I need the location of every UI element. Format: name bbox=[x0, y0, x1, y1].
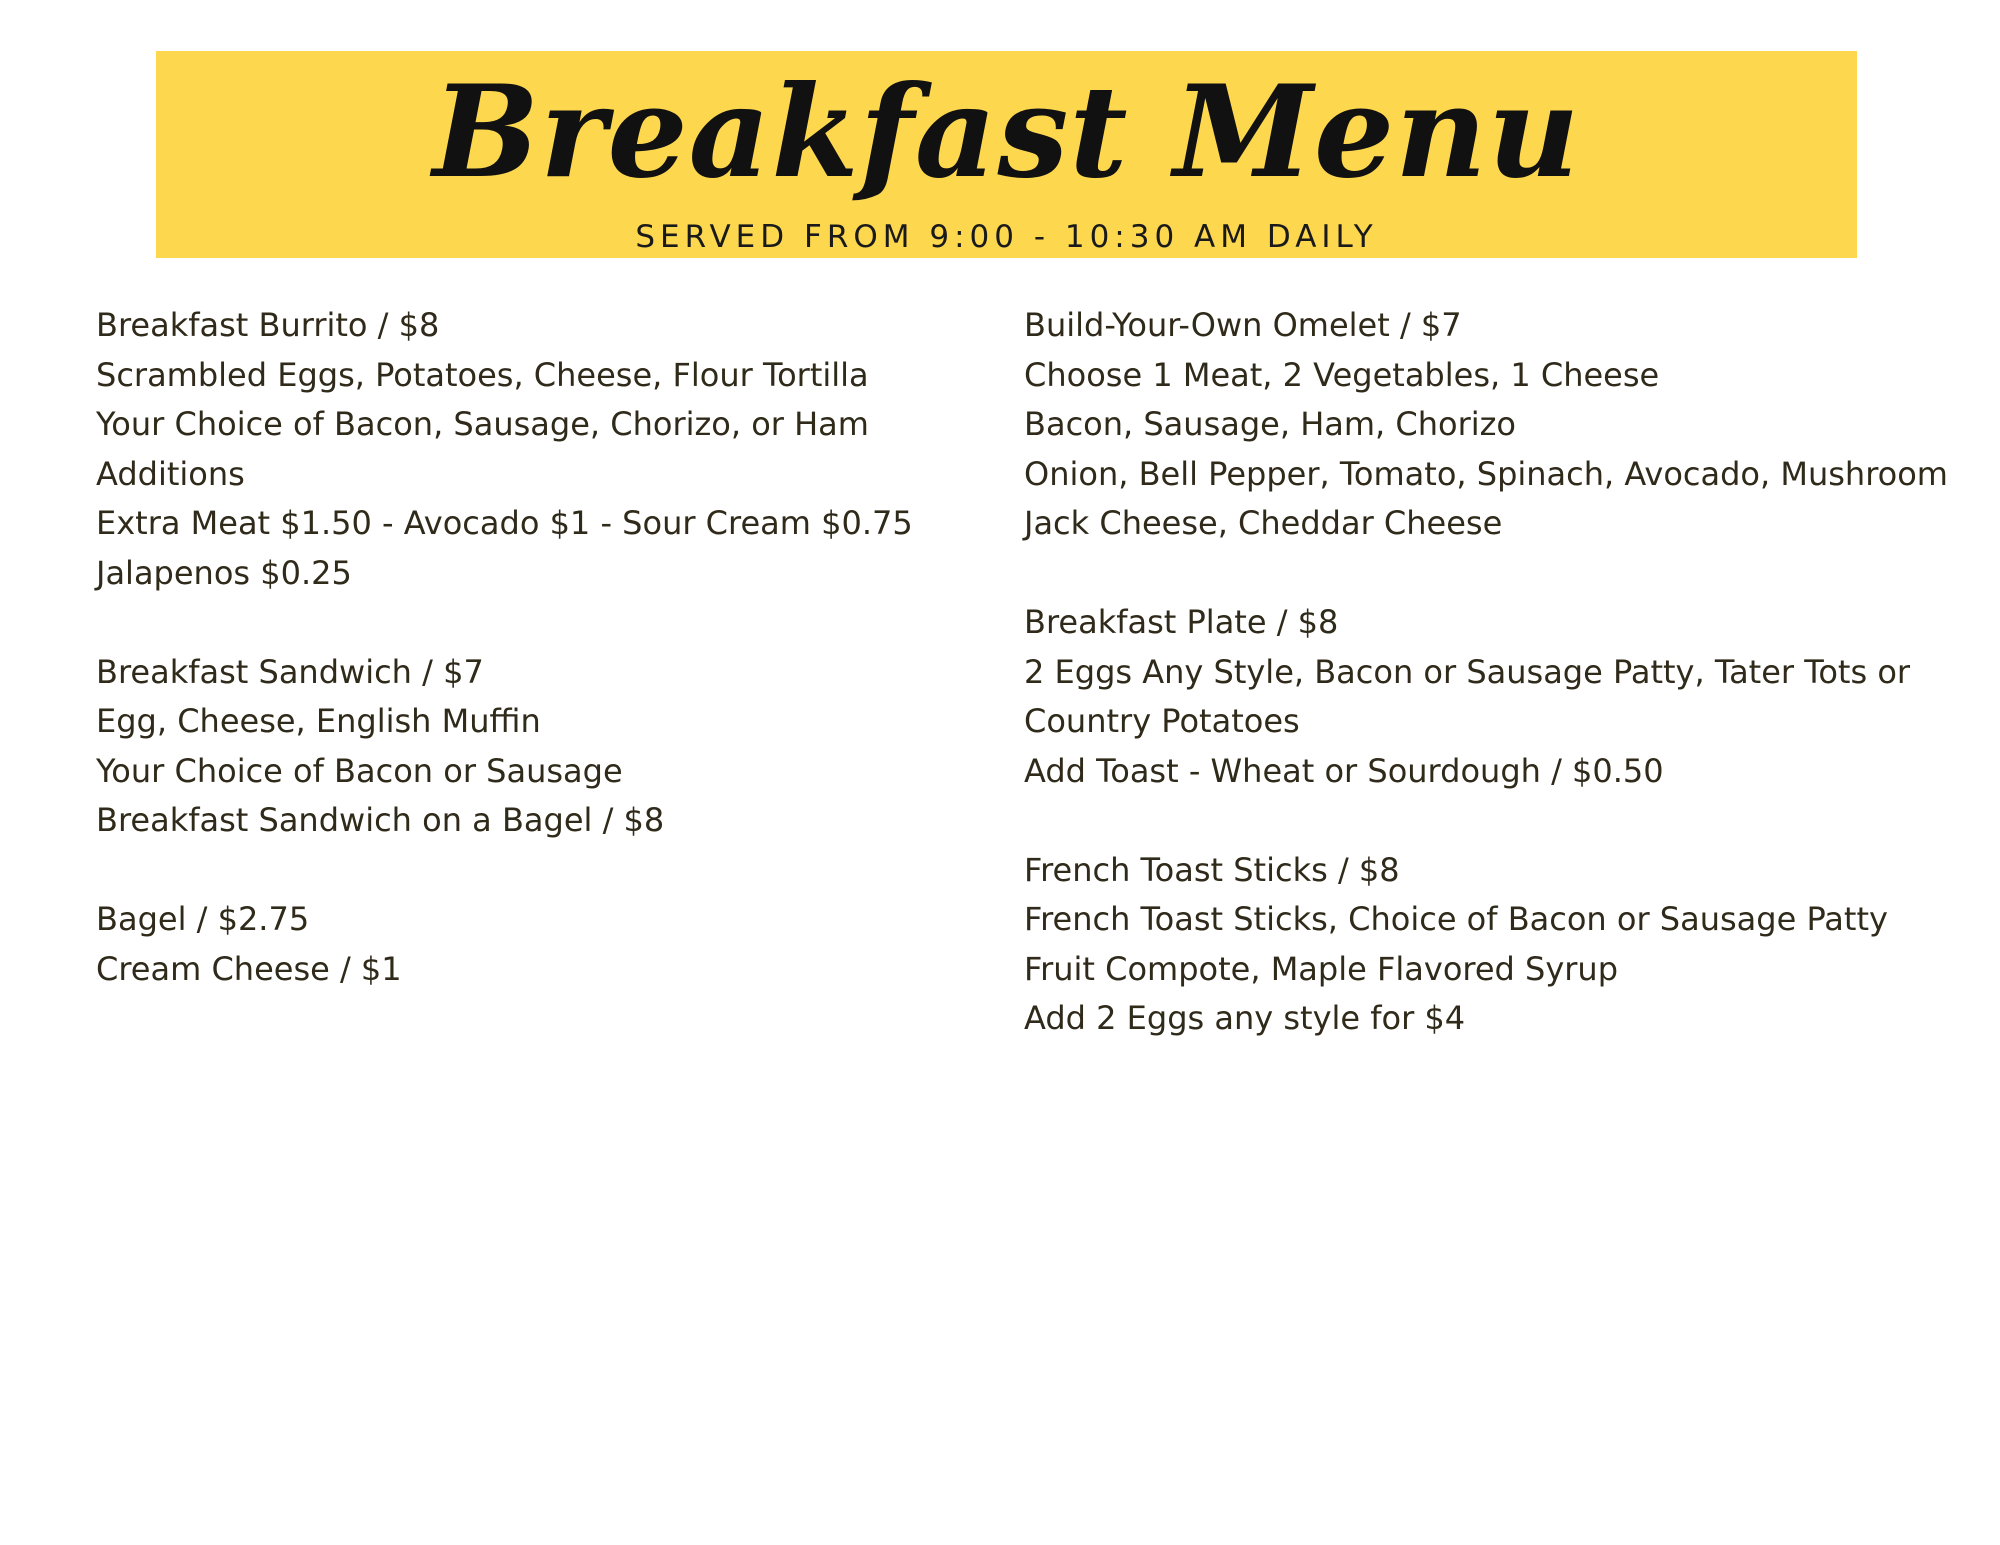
serving-hours: SERVED FROM 9:00 - 10:30 AM DAILY bbox=[635, 219, 1378, 255]
menu-item-breakfast-plate bbox=[1024, 598, 1964, 796]
item-description: Bacon, Sausage, Ham, Chorizo bbox=[1024, 405, 1516, 443]
right-menu-column bbox=[1024, 301, 1964, 1093]
item-title: French Toast Sticks / $8 bbox=[1024, 850, 1400, 889]
item-description: Jack Cheese, Cheddar Cheese bbox=[1024, 504, 1503, 542]
item-description: Breakfast Sandwich on a Bagel / $8 bbox=[96, 801, 665, 839]
item-description: 2 Eggs Any Style, Bacon or Sausage Patty, Tater Tots or bbox=[1024, 652, 1911, 691]
item-description: Your Choice of Bacon or Sausage bbox=[96, 751, 623, 790]
item-title: Build-Your-Own Omelet / $7 bbox=[1024, 306, 1462, 344]
item-description: Scrambled Eggs, Potatoes, Cheese, Flour Tortilla bbox=[96, 355, 869, 394]
item-description: Cream Cheese / $1 bbox=[96, 949, 402, 988]
item-description: Egg, Cheese, English Muffin bbox=[96, 702, 541, 740]
item-description: Onion, Bell Pepper, Tomato, Spinach, Avocado, Mushroom bbox=[1024, 454, 1948, 493]
item-description: Fruit Compote, Maple Flavored Syrup bbox=[1024, 949, 1619, 988]
item-title: Breakfast Burrito / $8 bbox=[96, 306, 440, 344]
item-title: Breakfast Sandwich / $7 bbox=[96, 652, 484, 691]
left-menu-column bbox=[96, 301, 996, 1044]
item-description: Add Toast - Wheat or Sourdough / $0.50 bbox=[1024, 751, 1664, 790]
item-description: Choose 1 Meat, 2 Vegetables, 1 Cheese bbox=[1024, 355, 1660, 394]
item-title: Breakfast Plate / $8 bbox=[1024, 603, 1339, 641]
item-description: Jalapenos $0.25 bbox=[96, 553, 352, 592]
item-description: Additions bbox=[96, 454, 245, 493]
item-description: Country Potatoes bbox=[1024, 702, 1300, 740]
item-description: Extra Meat $1.50 - Avocado $1 - Sour Cream $0.75 bbox=[96, 504, 913, 542]
item-title: Bagel / $2.75 bbox=[96, 900, 310, 938]
menu-item-breakfast-burrito bbox=[96, 301, 996, 598]
header-banner bbox=[156, 51, 1857, 258]
item-description: Your Choice of Bacon, Sausage, Chorizo, or Ham bbox=[96, 405, 869, 443]
menu-title: Breakfast Menu bbox=[432, 58, 1581, 206]
menu-item-breakfast-sandwich bbox=[96, 648, 996, 846]
item-description: French Toast Sticks, Choice of Bacon or Sausage Patty bbox=[1024, 900, 1888, 938]
menu-item-omelet bbox=[1024, 301, 1964, 549]
menu-item-french-toast-sticks bbox=[1024, 846, 1964, 1044]
item-description: Add 2 Eggs any style for $4 bbox=[1024, 999, 1466, 1037]
menu-item-bagel bbox=[96, 895, 996, 994]
